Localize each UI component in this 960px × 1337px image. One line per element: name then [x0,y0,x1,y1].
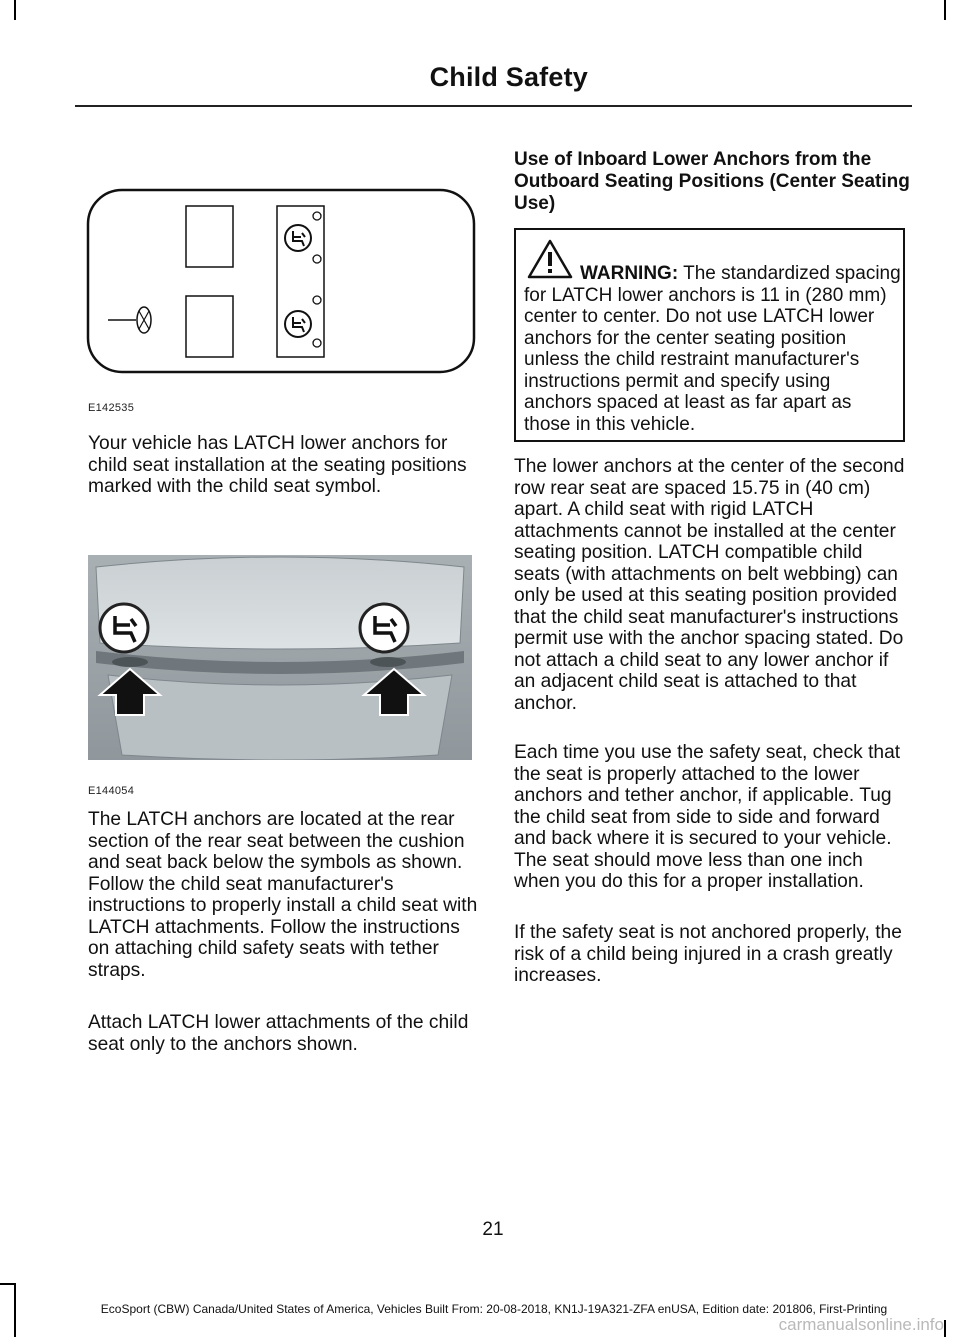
front-seat-left [186,296,233,357]
warning-box [514,228,905,442]
anchor-point [313,255,321,263]
crop-mark-bottom-right [944,1320,946,1337]
body-paragraph: If the safety seat is not anchored properly, the risk of a child being injured in a crash greatly increases. [514,922,902,986]
anchor-slot [112,657,148,667]
intro-paragraph: Your vehicle has LATCH lower anchors for child seat installation at the seating positions marked with the child seat symbol. [88,433,467,497]
vehicle-outline [88,190,474,372]
figure-code: E144054 [88,785,135,797]
page-title: Child Safety [429,62,588,92]
seating-position-diagram [86,188,476,374]
body-paragraph: Attach LATCH lower attachments of the child seat only to the anchors shown. [88,1012,469,1055]
child-seat-icon [285,225,311,251]
seat-back [96,557,464,649]
body-paragraph: Each time you use the safety seat, check that the seat is properly attached to the lower anchors and tether anchor, if applicable. Tug the child seat from side to side and forward and back where it is secured to your vehicle. The seat should move less than one inch when you do this for a proper installation. [514,742,901,892]
child-seat-symbol-right [360,604,408,652]
crop-mark-top-left [14,0,16,20]
crop-mark-top-right [944,0,946,20]
anchor-point [313,339,321,347]
figure-code: E142535 [88,402,135,414]
warning-body: The standardized spacing for LATCH lower anchors is 11 in (280 mm) center to center. Do not use LATCH lower anchors for the center seating position unless the child restraint manufacturer's instructions permit and specify using anchors spaced at least as far apart as those in this vehicle. [524,263,901,435]
page-number: 21 [482,1219,504,1240]
body-paragraph: The LATCH anchors are located at the rear section of the rear seat between the cushion and seat back below the symbols as shown. Follow the child seat manufacturer's instructions to properly install a child seat with LATCH attachments. Follow the instructions on attaching child safety seats with tether straps. [88,809,478,981]
front-seat-right [186,206,233,267]
body-paragraph: The lower anchors at the center of the second row rear seat are spaced 15.75 in (40 cm) apart. A child seat with rigid LATCH attachments cannot be installed at the center seating position. LATCH compatible child seats (with attachments on belt webbing) can only be used at this seating position provided that the child seat manufacturer's instructions permit use with the anchor spacing stated. Do not attach a child seat to any lower anchor if an adjacent child seat is attached to that anchor. [514,456,905,714]
anchor-slot [370,657,406,667]
section-heading: Use of Inboard Lower Anchors from the Outboard Seating Positions (Center Seating Use) [514,149,910,214]
child-seat-icon [285,311,311,337]
warning-text [524,263,902,435]
crop-mark-bottom-left-h [0,1283,16,1285]
latch-anchor-illustration [88,555,472,760]
warning-label: WARNING: [580,263,679,284]
crop-mark-bottom-left [14,1283,16,1337]
anchor-point [313,296,321,304]
child-seat-symbol-left [100,604,148,652]
watermark: carmanualsonline.info [778,1315,944,1334]
footer-edition-info: EcoSport (CBW) Canada/United States of America, Vehicles Built From: 20-08-2018, KN1J-19A321-ZFA enUSA, Edition date: 201806, First-Printing [100,1302,888,1316]
anchor-point [313,212,321,220]
header-divider [75,105,912,107]
